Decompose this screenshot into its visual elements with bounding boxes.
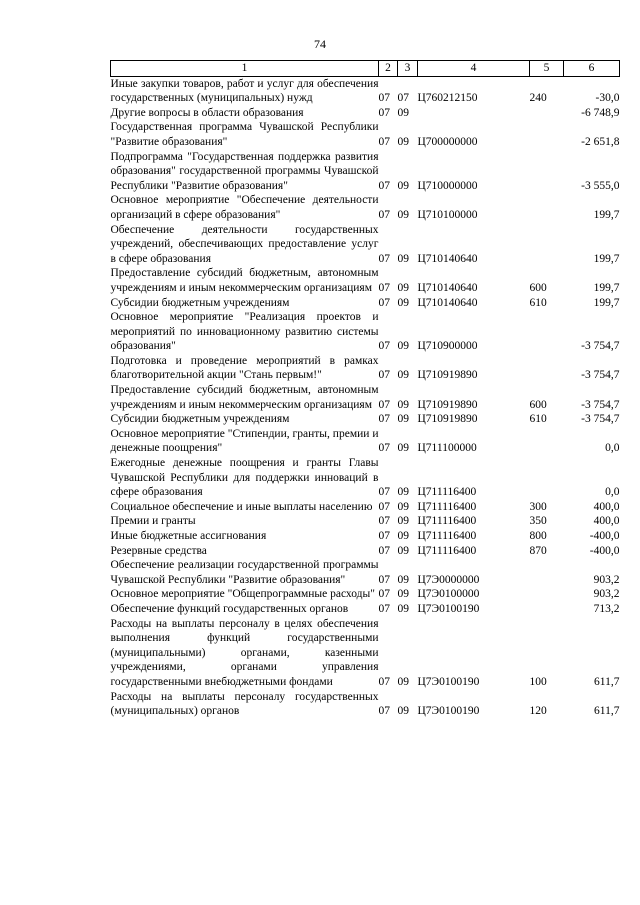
table-row bbox=[111, 529, 620, 544]
row-section: 07 bbox=[378, 252, 390, 265]
row-name: Социальное обеспечение и иные выплаты населению bbox=[110, 500, 373, 513]
table-row bbox=[111, 558, 620, 587]
row-section: 07 bbox=[378, 296, 390, 309]
row-amount: 611,7 bbox=[594, 675, 620, 688]
row-section: 07 bbox=[378, 500, 390, 513]
table-row bbox=[111, 617, 620, 690]
row-expense-type bbox=[530, 223, 564, 267]
row-section: 07 bbox=[378, 413, 390, 426]
row-subsection: 09 bbox=[397, 705, 409, 718]
row-expense-type bbox=[530, 193, 564, 222]
table-row bbox=[111, 690, 620, 719]
row-amount: 199,7 bbox=[593, 296, 620, 309]
row-expense-type: 600 bbox=[529, 281, 547, 294]
row-subsection: 09 bbox=[397, 281, 409, 294]
row-subsection: 09 bbox=[397, 340, 409, 353]
row-amount: -3 754,7 bbox=[581, 340, 620, 353]
row-subsection: 09 bbox=[397, 530, 409, 542]
row-name: Обеспечение функций государственных органов bbox=[110, 602, 349, 615]
table-header-row bbox=[111, 61, 620, 77]
row-amount: 903,2 bbox=[593, 573, 620, 586]
header-col-1: 1 bbox=[111, 61, 379, 77]
row-subsection: 07 bbox=[397, 92, 409, 105]
table-row bbox=[111, 310, 620, 354]
row-expense-type bbox=[530, 150, 564, 194]
row-section: 07 bbox=[378, 675, 390, 688]
row-name: Основное мероприятие "Стипендии, гранты, премии и денежные поощрения" bbox=[110, 427, 379, 455]
table-row bbox=[111, 76, 620, 106]
row-section: 07 bbox=[378, 515, 390, 528]
row-section: 07 bbox=[378, 442, 390, 455]
header-col-5: 5 bbox=[530, 61, 564, 77]
row-name: Подпрограмма "Государственная поддержка развития образования" государственной программы Чувашской Республики "Развитие образования" bbox=[110, 150, 379, 192]
header-col-2: 2 bbox=[379, 61, 398, 77]
row-amount: 713,2 bbox=[593, 602, 620, 615]
row-expense-type: 350 bbox=[529, 515, 547, 528]
row-section: 07 bbox=[378, 544, 390, 557]
row-name: Обеспечение реализации государственной программы Чувашской Республики "Развитие образования" bbox=[110, 559, 379, 586]
row-section: 07 bbox=[378, 602, 390, 615]
row-expense-type bbox=[530, 602, 564, 617]
row-name: Обеспечение деятельности государственных учреждений, обеспечивающих предоставление услуг в сфере образования bbox=[110, 223, 379, 265]
row-target-code: Ц710900000 bbox=[417, 340, 478, 353]
row-target-code: Ц710140640 bbox=[417, 281, 478, 294]
row-section: 07 bbox=[378, 106, 390, 119]
row-expense-type: 300 bbox=[529, 500, 547, 513]
row-target-code: Ц710100000 bbox=[417, 208, 478, 221]
row-target-code: Ц710140640 bbox=[417, 296, 478, 309]
row-name: Государственная программа Чувашской Республики "Развитие образования" bbox=[110, 121, 379, 148]
row-target-code: Ц710000000 bbox=[417, 179, 478, 192]
row-subsection: 09 bbox=[397, 544, 409, 557]
row-amount: -3 555,0 bbox=[581, 179, 620, 192]
row-name: Субсидии бюджетным учреждениям bbox=[110, 413, 290, 426]
row-amount: 199,7 bbox=[593, 252, 620, 265]
row-expense-type bbox=[530, 427, 564, 456]
row-name: Расходы на выплаты персоналу государственных (муниципальных) органов bbox=[110, 690, 379, 718]
budget-table bbox=[110, 60, 620, 719]
row-section: 07 bbox=[378, 369, 390, 382]
row-amount: -3 754,7 bbox=[581, 398, 620, 411]
header-col-4: 4 bbox=[418, 61, 530, 77]
row-section: 07 bbox=[378, 281, 390, 294]
row-target-code: Ц711116400 bbox=[417, 530, 477, 542]
row-target-code: Ц700000000 bbox=[417, 135, 478, 148]
table-row bbox=[111, 602, 620, 617]
row-amount: -30,0 bbox=[595, 92, 620, 105]
row-target-code: Ц711116400 bbox=[417, 500, 477, 513]
table-row bbox=[111, 296, 620, 311]
row-subsection: 09 bbox=[397, 413, 409, 426]
row-name: Основное мероприятие "Обеспечение деятельности организаций в сфере образования" bbox=[110, 194, 379, 221]
row-expense-type: 240 bbox=[529, 92, 547, 105]
table-row bbox=[111, 266, 620, 295]
row-section: 07 bbox=[378, 92, 390, 105]
row-expense-type bbox=[530, 587, 564, 602]
row-expense-type: 600 bbox=[529, 398, 547, 411]
row-subsection: 09 bbox=[397, 135, 409, 148]
row-subsection: 09 bbox=[397, 208, 409, 221]
row-name: Другие вопросы в области образования bbox=[110, 106, 304, 119]
row-target-code: Ц710919890 bbox=[417, 413, 478, 426]
table-row bbox=[111, 120, 620, 149]
row-subsection: 09 bbox=[397, 296, 409, 309]
table-row bbox=[111, 587, 620, 602]
row-name: Резервные средства bbox=[110, 544, 207, 557]
row-section: 07 bbox=[378, 573, 390, 586]
row-section: 07 bbox=[378, 340, 390, 353]
row-name: Иные бюджетные ассигнования bbox=[110, 530, 267, 542]
table-row bbox=[111, 106, 620, 121]
row-amount: 0,0 bbox=[605, 486, 620, 499]
row-target-code bbox=[418, 106, 530, 121]
table-row bbox=[111, 383, 620, 412]
row-subsection: 09 bbox=[397, 500, 409, 513]
row-subsection: 09 bbox=[397, 675, 409, 688]
row-subsection: 09 bbox=[397, 515, 409, 528]
row-section: 07 bbox=[378, 486, 390, 499]
row-subsection: 09 bbox=[397, 179, 409, 192]
header-col-6: 6 bbox=[564, 61, 620, 77]
row-expense-type: 100 bbox=[529, 675, 547, 688]
row-subsection: 09 bbox=[397, 588, 409, 601]
row-name: Субсидии бюджетным учреждениям bbox=[110, 296, 290, 309]
row-amount: 400,0 bbox=[593, 515, 620, 528]
row-target-code: Ц711116400 bbox=[417, 486, 477, 499]
row-expense-type bbox=[530, 310, 564, 354]
row-expense-type: 120 bbox=[529, 705, 547, 718]
row-section: 07 bbox=[378, 705, 390, 718]
row-name: Основное мероприятие "Общепрограммные расходы" bbox=[110, 588, 375, 601]
header-col-3: 3 bbox=[398, 61, 418, 77]
row-amount: 0,0 bbox=[605, 442, 620, 455]
row-name: Подготовка и проведение мероприятий в рамках благотворительной акции "Стань первым!" bbox=[110, 354, 379, 382]
table-row bbox=[111, 427, 620, 456]
row-target-code: Ц711116400 bbox=[417, 544, 477, 557]
row-amount: -2 651,8 bbox=[581, 135, 620, 148]
row-amount: 199,7 bbox=[593, 281, 620, 294]
row-section: 07 bbox=[378, 588, 390, 601]
table-row bbox=[111, 354, 620, 383]
row-amount: -400,0 bbox=[589, 544, 620, 557]
row-expense-type: 870 bbox=[529, 544, 547, 557]
table-row bbox=[111, 223, 620, 267]
row-subsection: 09 bbox=[397, 573, 409, 586]
row-subsection: 09 bbox=[397, 369, 409, 382]
row-subsection: 09 bbox=[397, 252, 409, 265]
row-target-code: Ц760212150 bbox=[417, 92, 478, 105]
row-expense-type bbox=[530, 354, 564, 383]
table-row bbox=[111, 456, 620, 500]
table-row bbox=[111, 544, 620, 559]
row-expense-type: 610 bbox=[529, 413, 547, 426]
table-row bbox=[111, 193, 620, 222]
row-amount: 199,7 bbox=[593, 208, 620, 221]
table-row bbox=[111, 500, 620, 515]
row-section: 07 bbox=[378, 530, 390, 542]
row-expense-type bbox=[530, 558, 564, 587]
row-name: Основное мероприятие "Реализация проектов и мероприятий по инновационному развитию системы образования" bbox=[110, 311, 379, 353]
row-target-code: Ц710140640 bbox=[417, 252, 478, 265]
table-row bbox=[111, 514, 620, 529]
row-target-code: Ц710919890 bbox=[417, 369, 478, 382]
row-target-code: Ц711100000 bbox=[417, 442, 477, 455]
row-target-code: Ц7Э0100190 bbox=[417, 675, 480, 688]
row-amount: 611,7 bbox=[594, 705, 620, 718]
row-amount: 903,2 bbox=[593, 588, 620, 601]
row-section: 07 bbox=[378, 179, 390, 192]
row-name: Расходы на выплаты персоналу в целях обеспечения выполнения функций государственными (муниципальными) органами, казенными учреждениями, органами управления государственными внебюджетными фондами bbox=[110, 617, 379, 688]
row-target-code: Ц7Э0100190 bbox=[417, 705, 480, 718]
row-expense-type: 610 bbox=[529, 296, 547, 309]
row-amount: -6 748,9 bbox=[581, 106, 620, 119]
row-name: Предоставление субсидий бюджетным, автономным учреждениям и иным некоммерческим организациям bbox=[110, 384, 379, 411]
row-target-code: Ц711116400 bbox=[417, 515, 477, 528]
row-subsection: 09 bbox=[397, 106, 409, 119]
row-subsection: 09 bbox=[397, 398, 409, 411]
row-subsection: 09 bbox=[397, 602, 409, 615]
table-row bbox=[111, 412, 620, 427]
row-name: Иные закупки товаров, работ и услуг для обеспечения государственных (муниципальных) нужд bbox=[110, 77, 379, 105]
row-amount: -3 754,7 bbox=[581, 369, 620, 382]
row-section: 07 bbox=[378, 135, 390, 148]
table-row bbox=[111, 150, 620, 194]
row-amount: -3 754,7 bbox=[581, 413, 620, 426]
row-amount: 400,0 bbox=[593, 500, 620, 513]
row-target-code: Ц7Э0100000 bbox=[417, 588, 480, 601]
row-subsection: 09 bbox=[397, 442, 409, 455]
row-amount: -400,0 bbox=[589, 530, 620, 542]
row-section: 07 bbox=[378, 398, 390, 411]
row-target-code: Ц7Э0000000 bbox=[417, 573, 480, 586]
page-number: 74 bbox=[314, 37, 326, 51]
row-name: Премии и гранты bbox=[110, 515, 196, 528]
row-expense-type: 800 bbox=[529, 530, 547, 542]
row-expense-type bbox=[530, 106, 564, 121]
row-expense-type bbox=[530, 120, 564, 149]
row-name: Ежегодные денежные поощрения и гранты Главы Чувашской Республики для поддержки инноваций в сфере образования bbox=[110, 457, 379, 499]
row-target-code: Ц710919890 bbox=[417, 398, 478, 411]
row-target-code: Ц7Э0100190 bbox=[417, 602, 480, 615]
row-name: Предоставление субсидий бюджетным, автономным учреждениям и иным некоммерческим организациям bbox=[110, 267, 379, 294]
row-section: 07 bbox=[378, 208, 390, 221]
row-subsection: 09 bbox=[397, 486, 409, 499]
row-expense-type bbox=[530, 456, 564, 500]
